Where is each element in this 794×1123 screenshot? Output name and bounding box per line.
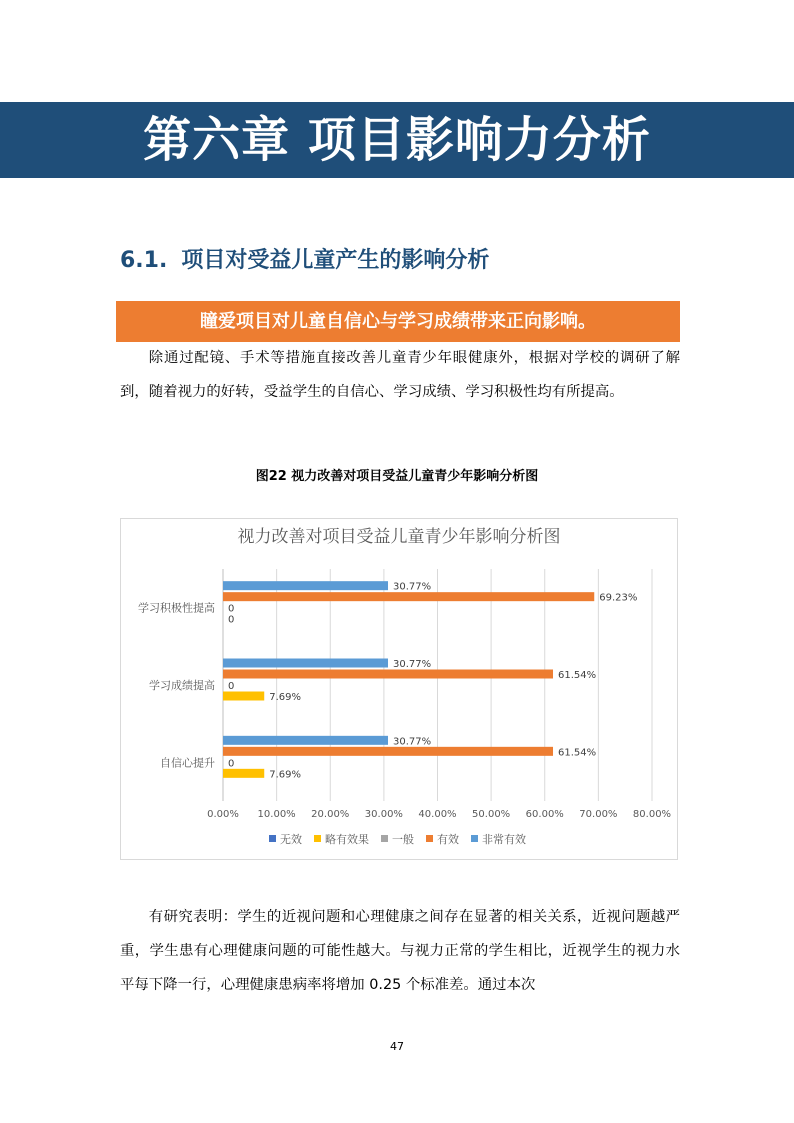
bar-非常有效 <box>223 659 388 668</box>
bar-略有效果 <box>223 769 264 778</box>
legend-swatch <box>269 835 276 842</box>
x-tick-label: 50.00% <box>472 809 511 820</box>
legend-swatch <box>471 835 478 842</box>
legend-label: 无效 <box>280 833 302 846</box>
data-label: 30.77% <box>393 659 432 670</box>
legend-swatch <box>314 835 321 842</box>
x-tick-label: 70.00% <box>579 809 618 820</box>
data-label: 0 <box>228 758 235 770</box>
x-tick-label: 20.00% <box>311 809 350 820</box>
data-label: 61.54% <box>558 670 597 681</box>
legend-label: 有效 <box>437 833 459 846</box>
bar-非常有效 <box>223 736 388 745</box>
data-label: 30.77% <box>393 581 432 593</box>
paragraph-research: 有研究表明：学生的近视问题和心理健康之间存在显著的相关关系，近视问题越严重，学生患有心理健康问题的可能性越大。与视力正常的学生相比，近视学生的视力水平每下降一行，心理健康患病率将增加 0.25 个标准差。通过本次 <box>120 909 680 993</box>
category-label: 学习积极性提高 <box>138 601 215 615</box>
x-tick-label: 30.00% <box>364 809 403 820</box>
legend-label: 略有效果 <box>325 833 369 846</box>
x-tick-label: 0.00% <box>207 809 239 820</box>
chapter-title: 第六章 项目影响力分析 <box>143 112 651 168</box>
bar-chart <box>121 519 677 859</box>
data-label: 0 <box>228 681 235 692</box>
section-title: 项目对受益儿童产生的影响分析 <box>181 248 490 273</box>
data-label: 7.69% <box>269 769 302 781</box>
x-tick-label: 10.00% <box>257 809 296 820</box>
bar-非常有效 <box>223 581 388 590</box>
highlight-banner: 瞳爱项目对儿童自信心与学习成绩带来正向影响。 <box>116 301 680 342</box>
category-label: 自信心提升 <box>160 756 215 770</box>
legend-label: 非常有效 <box>482 833 526 846</box>
data-label: 7.69% <box>269 692 302 703</box>
data-label: 0 <box>228 603 235 615</box>
legend-swatch <box>381 835 388 842</box>
x-tick-label: 60.00% <box>525 809 564 820</box>
x-tick-label: 80.00% <box>632 809 672 820</box>
chart-title: 视力改善对项目受益儿童青少年影响分析图 <box>237 527 561 547</box>
data-label: 69.23% <box>599 592 638 604</box>
bar-有效 <box>223 670 553 679</box>
bar-略有效果 <box>223 692 264 701</box>
data-label: 0 <box>228 614 235 626</box>
data-label: 30.77% <box>393 736 432 748</box>
section-number: 6.1. <box>120 248 168 273</box>
legend-swatch <box>426 835 433 842</box>
bar-有效 <box>223 747 553 756</box>
chart-container <box>120 518 678 860</box>
data-label: 61.54% <box>558 747 597 759</box>
x-tick-label: 40.00% <box>418 809 457 820</box>
figure-caption: 图22 视力改善对项目受益儿童青少年影响分析图 <box>255 469 539 484</box>
category-label: 学习成绩提高 <box>149 679 215 692</box>
bar-有效 <box>223 592 594 601</box>
section-heading <box>120 243 489 274</box>
paragraph-intro: 除通过配镜、手术等措施直接改善儿童青少年眼健康外，根据对学校的调研了解到，随着视力的好转，受益学生的自信心、学习成绩、学习积极性均有所提高。 <box>120 350 680 400</box>
legend-label: 一般 <box>392 833 414 846</box>
page-number: 47 <box>390 1040 404 1053</box>
